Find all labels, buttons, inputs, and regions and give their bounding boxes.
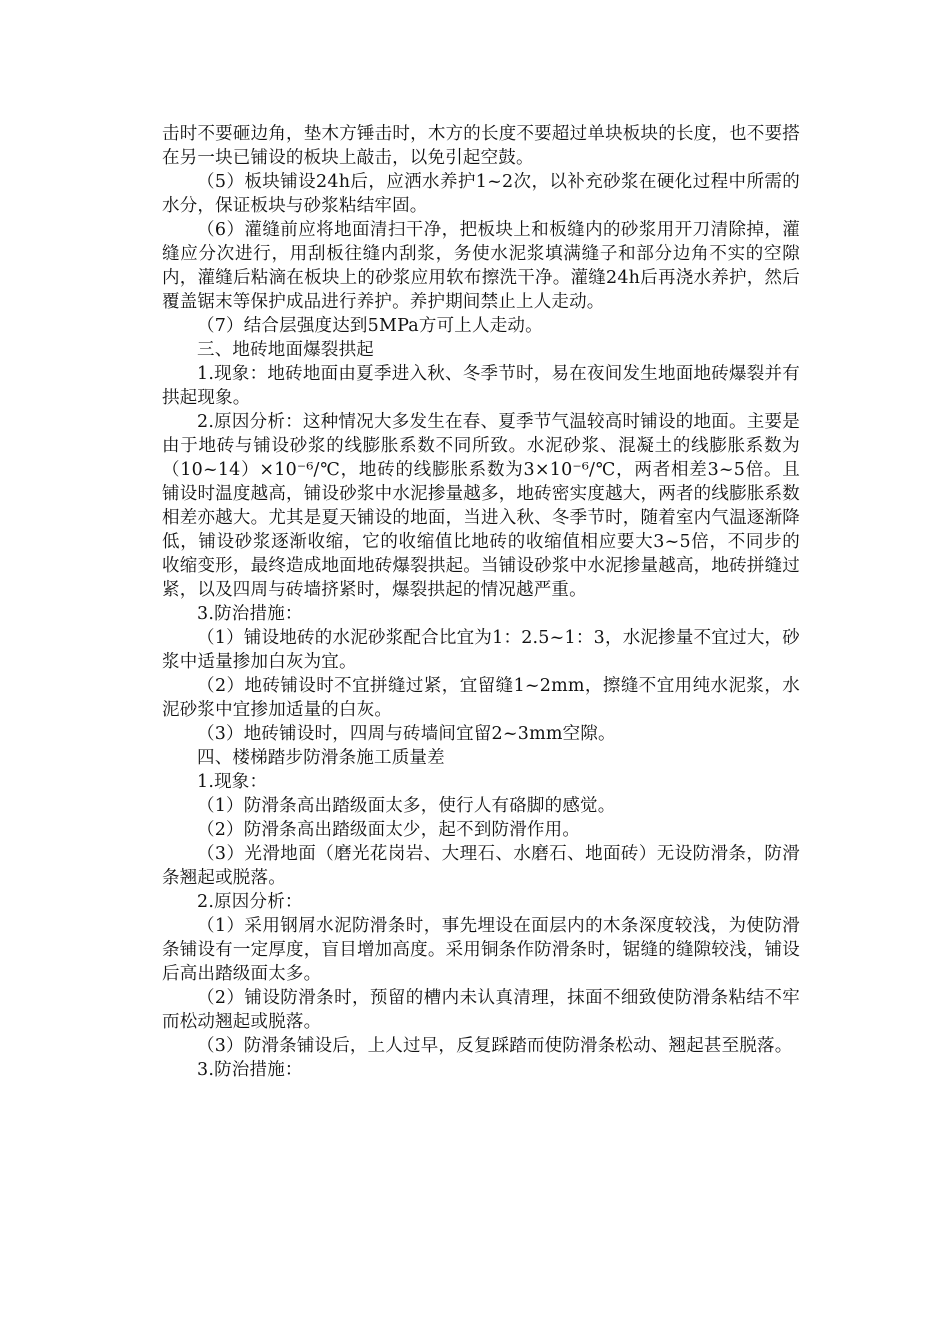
paragraph-item-7: （7）结合层强度达到5MPa方可上人走动。: [197, 316, 543, 336]
paragraph-continuation: 击时不要砸边角，垫木方锤击时，木方的长度不要超过单块板块的长度，也不要搭在另一块已铺设的板块上敲击，以免引起空鼓。: [162, 124, 800, 168]
section-heading-3: 三、地砖地面爆裂拱起: [197, 340, 374, 360]
paragraph-cause-3: （3）防滑条铺设后，上人过早，反复踩踏而使防滑条松动、翘起甚至脱落。: [197, 1036, 793, 1056]
paragraph-phenomenon-title: 1.现象：: [197, 772, 268, 792]
paragraph-phenomenon-1: （1）防滑条高出踏级面太多，使行人有硌脚的感觉。: [197, 796, 616, 816]
paragraph-prevention-3: （3）地砖铺设时，四周与砖墙间宜留2~3mm空隙。: [197, 724, 616, 744]
paragraph-cause-1: （1）采用钢屑水泥防滑条时，事先埋设在面层内的木条深度较浅，为使防滑条铺设有一定厚度，盲目增加高度。采用铜条作防滑条时，锯缝的缝隙较浅，铺设后高出踏级面太多。: [162, 916, 800, 984]
paragraph-cause-analysis: 2.原因分析：这种情况大多发生在春、夏季节气温较高时铺设的地面。主要是由于地砖与铺设砂浆的线膨胀系数不同所致。水泥砂浆、混凝土的线膨胀系数为（10~14）×10⁻⁶/℃，地砖的线膨胀系数为3×10⁻⁶/℃，两者相差3~5倍。且铺设时温度越高，铺设砂浆中水泥掺量越多，地砖密实度越大，两者的线膨胀系数相差亦越大。尤其是夏天铺设的地面，当进入秋、冬季节时，随着室内气温逐渐降低，铺设砂浆逐渐收缩，它的收缩值比地砖的收缩值相应要大3~5倍，不同步的收缩变形，最终造成地面地砖爆裂拱起。当铺设砂浆中水泥掺量越高，地砖拼缝过紧，以及四周与砖墙挤紧时，爆裂拱起的情况越严重。: [162, 412, 800, 600]
paragraph-phenomenon-2: （2）防滑条高出踏级面太少，起不到防滑作用。: [197, 820, 581, 840]
paragraph-prevention-title: 3.防治措施：: [197, 604, 303, 624]
paragraph-phenomenon-3: （3）光滑地面（磨光花岗岩、大理石、水磨石、地面砖）无设防滑条，防滑条翘起或脱落。: [162, 844, 800, 888]
section-heading-4: 四、楼梯踏步防滑条施工质量差: [197, 748, 445, 768]
paragraph-cause-title: 2.原因分析：: [197, 892, 303, 912]
paragraph-prevention-title-2: 3.防治措施：: [197, 1060, 303, 1080]
paragraph-cause-2: （2）铺设防滑条时，预留的槽内未认真清理，抹面不细致使防滑条粘结不牢而松动翘起或脱落。: [162, 988, 800, 1032]
paragraph-prevention-1: （1）铺设地砖的水泥砂浆配合比宜为1：2.5~1：3，水泥掺量不宜过大，砂浆中适量掺加白灰为宜。: [162, 628, 800, 672]
paragraph-item-5: （5）板块铺设24h后，应洒水养护1~2次，以补充砂浆在硬化过程中所需的水分，保证板块与砂浆粘结牢固。: [162, 172, 800, 216]
paragraph-item-6: （6）灌缝前应将地面清扫干净，把板块上和板缝内的砂浆用开刀清除掉，灌缝应分次进行，用刮板往缝内刮浆，务使水泥浆填满缝子和部分边角不实的空隙内，灌缝后粘滴在板块上的砂浆应用软布擦洗干净。灌缝24h后再浇水养护，然后覆盖锯末等保护成品进行养护。养护期间禁止上人走动。: [162, 220, 800, 312]
paragraph-phenomenon: 1.现象：地砖地面由夏季进入秋、冬季节时，易在夜间发生地面地砖爆裂并有拱起现象。: [162, 364, 800, 408]
paragraph-prevention-2: （2）地砖铺设时不宜拼缝过紧，宜留缝1~2mm，擦缝不宜用纯水泥浆，水泥砂浆中宜掺加适量的白灰。: [162, 676, 800, 720]
